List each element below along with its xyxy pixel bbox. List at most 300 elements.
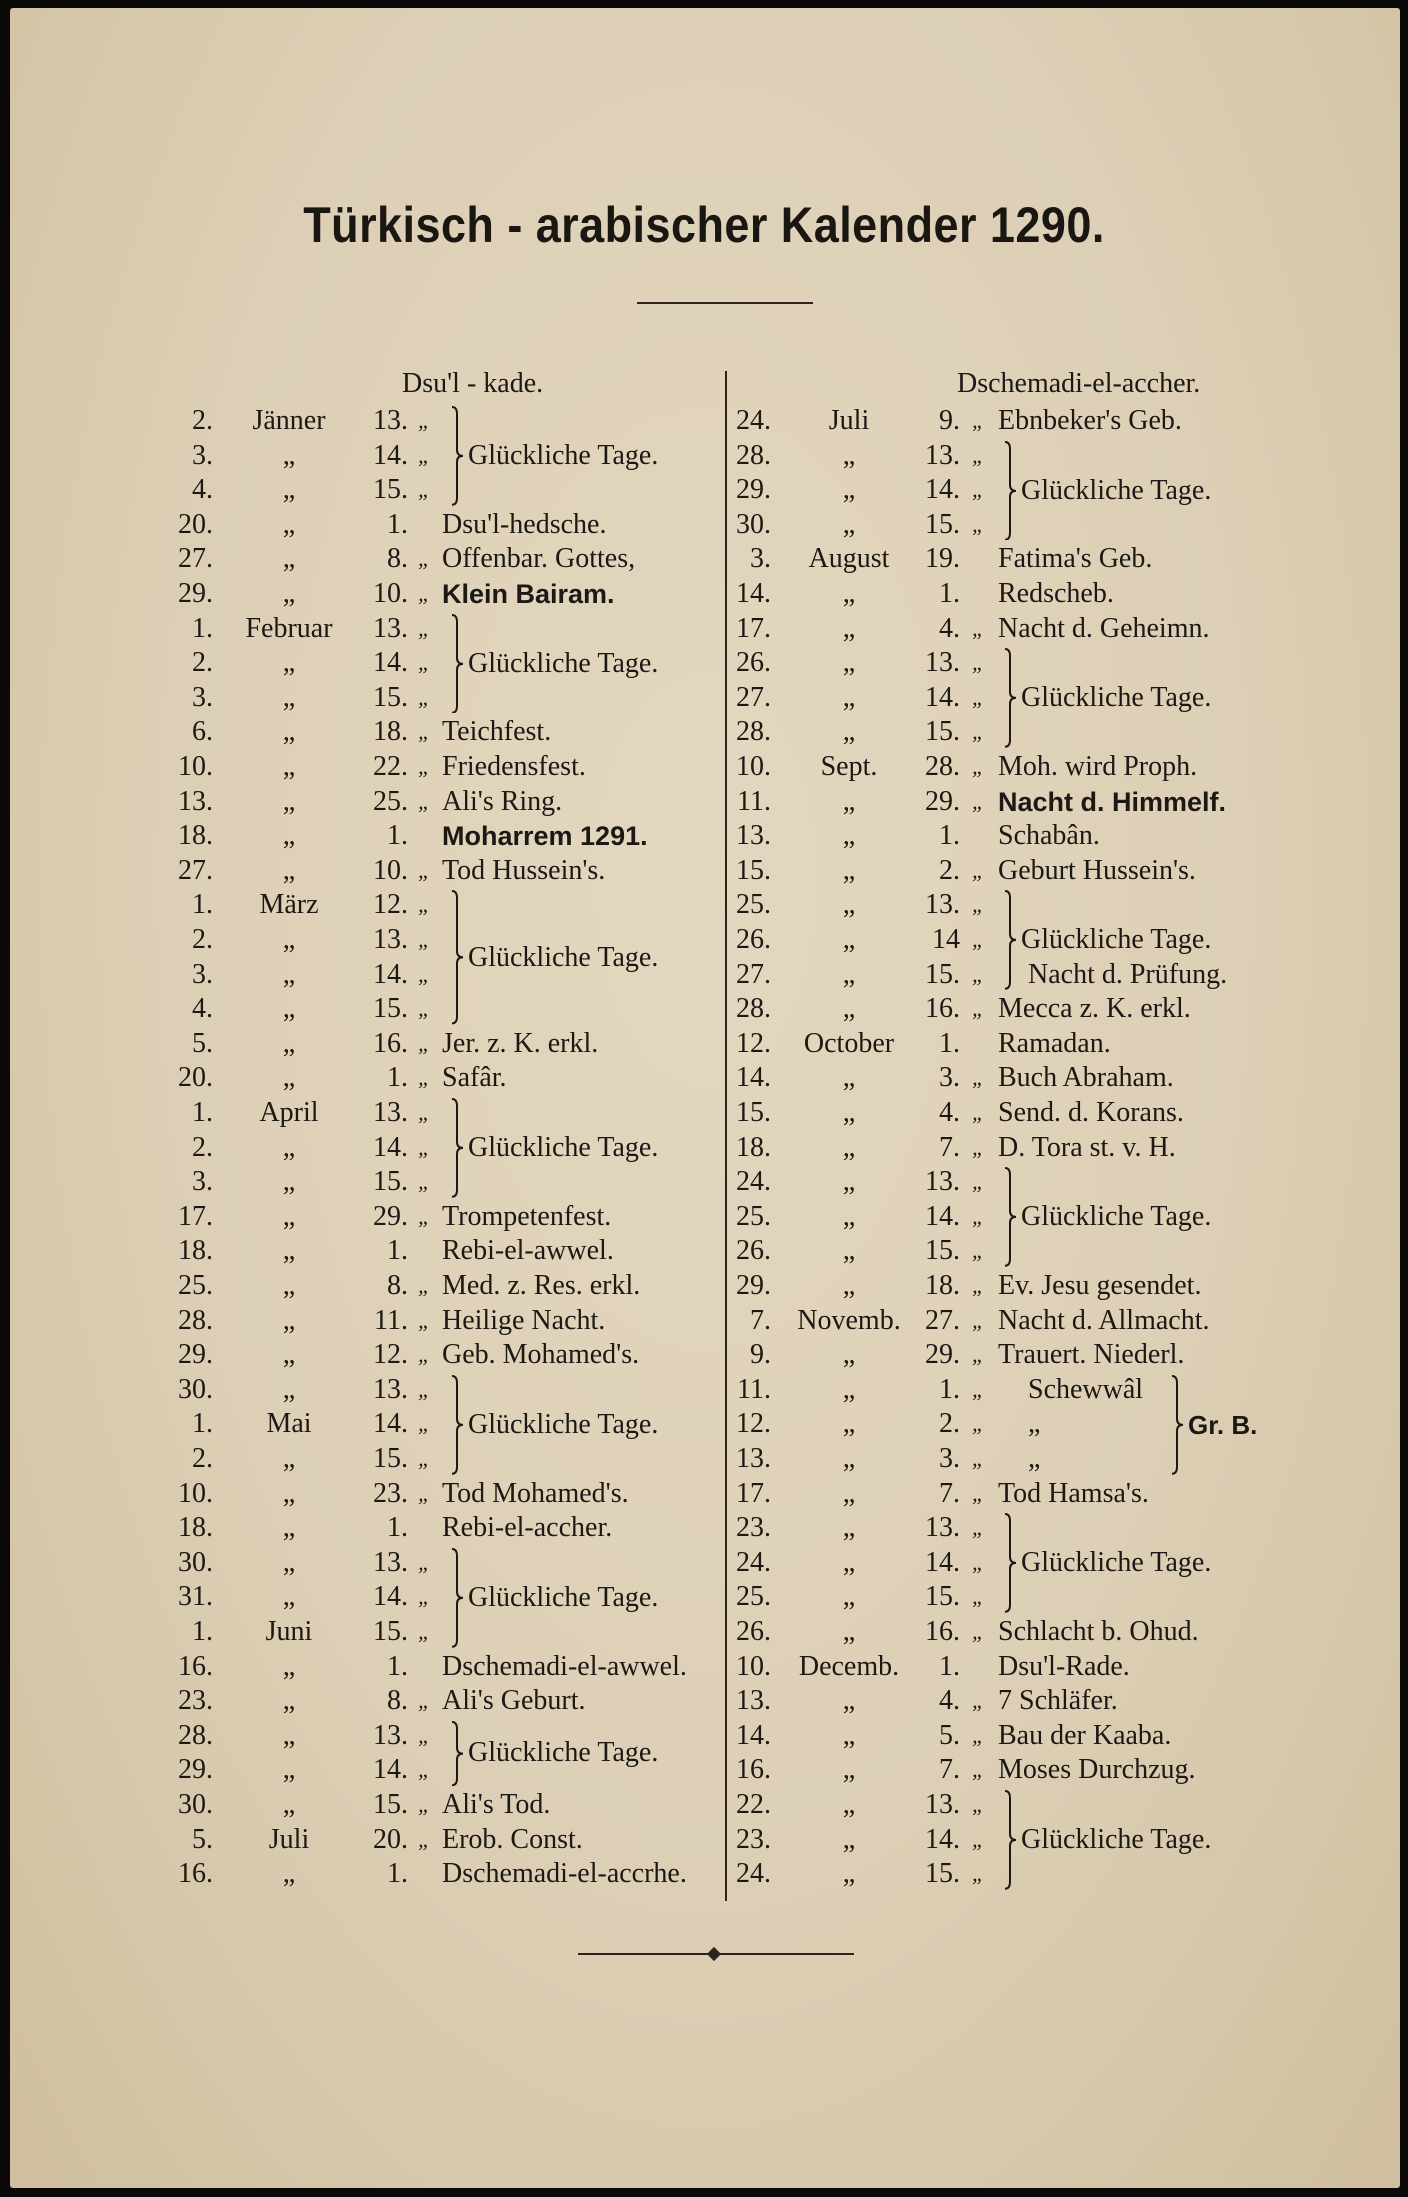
table-row <box>0 439 1408 473</box>
date-month: „ <box>842 924 856 955</box>
table-row <box>0 785 1408 819</box>
brace-label: Glückliche Tage. <box>1021 682 1212 714</box>
event-name: Jer. z. K. erkl. <box>442 1027 599 1059</box>
date-month: April <box>259 1097 319 1128</box>
table-row <box>0 1096 1408 1130</box>
date-month: „ <box>282 785 296 817</box>
date-month: „ <box>282 820 296 852</box>
date-month: Novemb. <box>797 1304 901 1336</box>
ditto-mark: „ <box>972 1722 985 1748</box>
ditto-mark: „ <box>972 1757 985 1783</box>
ditto-mark: „ <box>972 650 985 676</box>
date-month: Juli <box>268 1823 310 1855</box>
event-name: Dschemadi-el-awwel. <box>442 1650 687 1682</box>
date-day: 29. <box>178 578 213 609</box>
date-month: „ <box>842 1789 856 1820</box>
date-month: „ <box>282 439 296 471</box>
ditto-mark: „ <box>418 1792 431 1817</box>
date-month: „ <box>842 1581 856 1613</box>
hijri-day: 15. <box>373 1443 408 1474</box>
ditto-mark: „ <box>418 684 431 710</box>
ditto-mark: „ <box>972 1342 985 1368</box>
ditto-mark: „ <box>418 1376 431 1402</box>
date-month: „ <box>282 1304 296 1336</box>
hijri-day: 12. <box>373 889 408 921</box>
hijri-day: 8. <box>387 1270 408 1301</box>
date-month: „ <box>282 854 296 886</box>
ditto-mark: „ <box>418 754 431 779</box>
hijri-day: 13. <box>925 889 960 921</box>
event-name: Erob. Const. <box>442 1823 583 1855</box>
table-row <box>0 577 1408 611</box>
event-name: Mecca z. K. erkl. <box>998 993 1191 1025</box>
ditto-mark: „ <box>972 1619 985 1644</box>
hijri-day: 1. <box>387 1062 408 1094</box>
table-row <box>0 1580 1408 1614</box>
ditto-mark: „ <box>418 1065 431 1091</box>
date-month: Sept. <box>820 751 878 782</box>
table-row <box>0 542 1408 576</box>
table-row <box>0 1511 1408 1545</box>
date-day: 4. <box>192 993 213 1025</box>
date-day: 13. <box>736 820 771 852</box>
hijri-day: 1. <box>387 1650 408 1682</box>
date-day: 24. <box>736 1546 771 1578</box>
ditto-mark: „ <box>418 1203 431 1229</box>
ditto-mark: „ <box>972 719 985 745</box>
event-name: Med. z. Res. erkl. <box>442 1270 641 1301</box>
ditto-mark: „ <box>972 1411 985 1437</box>
date-month: „ <box>842 1131 856 1163</box>
event-name: Tod Mohamed's. <box>442 1477 629 1509</box>
hijri-day: 20. <box>373 1823 408 1855</box>
hijri-day: 1. <box>939 1650 960 1682</box>
table-row <box>0 1131 1408 1165</box>
ditto-mark: „ <box>972 1446 985 1471</box>
brace-label: Glückliche Tage. <box>468 1581 659 1613</box>
table-row <box>0 958 1408 992</box>
event-name: Schewwâl <box>1028 1373 1144 1405</box>
hijri-day: 13. <box>373 1719 408 1751</box>
date-day: 1. <box>192 1616 213 1647</box>
hijri-day: 13. <box>925 647 960 679</box>
curly-brace-icon <box>1003 1513 1017 1613</box>
date-day: 2. <box>192 1131 213 1163</box>
date-day: 18. <box>178 1235 213 1267</box>
date-month: „ <box>842 578 856 609</box>
hijri-day: 27. <box>925 1304 960 1336</box>
date-day: 11. <box>737 1373 771 1405</box>
hijri-day: 1. <box>387 1512 408 1544</box>
hijri-day: 1. <box>387 1858 408 1890</box>
date-month: „ <box>842 1235 856 1267</box>
date-month: „ <box>842 1754 856 1786</box>
date-day: 2. <box>192 405 213 436</box>
ditto-mark: „ <box>972 1065 985 1091</box>
hijri-day: 10. <box>373 854 408 886</box>
date-day: 3. <box>192 958 213 990</box>
date-month: „ <box>282 1443 296 1474</box>
table-row <box>0 646 1408 680</box>
hijri-day: 7. <box>939 1477 960 1509</box>
ditto-mark: „ <box>418 1307 431 1333</box>
ditto-mark: „ <box>972 1688 985 1714</box>
event-name: Ali's Tod. <box>442 1789 551 1820</box>
table-row <box>0 1165 1408 1199</box>
event-name: Tod Hamsa's. <box>998 1477 1149 1509</box>
ditto-mark: „ <box>418 719 431 745</box>
date-month: „ <box>842 889 856 921</box>
ditto-mark: „ <box>418 1722 431 1748</box>
brace-label: Glückliche Tage. <box>468 1408 659 1440</box>
date-day: 12. <box>736 1408 771 1440</box>
date-day: 3. <box>192 1166 213 1198</box>
table-row <box>0 1477 1408 1511</box>
hijri-day: 13. <box>373 1097 408 1128</box>
date-day: 18. <box>178 1512 213 1544</box>
hijri-day: 29. <box>925 785 960 817</box>
hijri-day: 15. <box>373 1166 408 1198</box>
table-row <box>0 1304 1408 1338</box>
ditto-mark: „ <box>972 1238 985 1264</box>
table-row <box>0 612 1408 646</box>
event-name: D. Tora st. v. H. <box>998 1131 1176 1163</box>
hijri-day: 13. <box>925 1512 960 1544</box>
date-day: 2. <box>192 924 213 955</box>
curly-brace-icon <box>1003 441 1017 541</box>
ditto-mark: „ <box>972 442 985 468</box>
date-month: „ <box>842 612 856 644</box>
date-month: „ <box>842 1512 856 1544</box>
ditto-mark: „ <box>418 581 431 606</box>
table-row <box>0 1753 1408 1787</box>
hijri-day: 11. <box>374 1304 408 1336</box>
date-month: „ <box>282 993 296 1025</box>
date-day: 5. <box>192 1027 213 1059</box>
hijri-day: 15. <box>925 1858 960 1890</box>
date-day: 27. <box>736 958 771 990</box>
date-month: „ <box>282 1512 296 1544</box>
date-day: 24. <box>736 1166 771 1198</box>
date-month: März <box>259 889 319 921</box>
ditto-mark: „ <box>418 892 431 918</box>
ditto-mark: „ <box>418 1030 431 1056</box>
date-day: 24. <box>736 1858 771 1890</box>
hijri-day: 2. <box>939 1408 960 1440</box>
date-month: „ <box>282 681 296 713</box>
hijri-day: 18. <box>373 716 408 748</box>
date-day: 9. <box>750 1339 771 1371</box>
date-day: 27. <box>736 681 771 713</box>
date-day: 15. <box>736 1097 771 1128</box>
date-month: „ <box>842 1200 856 1232</box>
right-month-header: Dschemadi-el-accher. <box>957 368 1201 399</box>
date-month: Jänner <box>252 405 326 436</box>
date-day: 26. <box>736 1616 771 1647</box>
date-month: „ <box>842 474 856 506</box>
table-row <box>0 1788 1408 1822</box>
event-name: Moh. wird Proph. <box>998 751 1198 782</box>
hijri-day: 19. <box>925 543 960 575</box>
event-name: Geb. Mohamed's. <box>442 1339 640 1371</box>
date-day: 25. <box>178 1270 213 1301</box>
event-name: Schabân. <box>998 820 1100 852</box>
hijri-day: 15. <box>925 958 960 990</box>
ditto-mark: „ <box>972 1273 985 1298</box>
date-day: 14. <box>736 1062 771 1094</box>
hijri-day: 16. <box>373 1027 408 1059</box>
date-month: „ <box>282 578 296 609</box>
brace-label: Glückliche Tage. <box>468 1131 659 1163</box>
event-name: Ev. Jesu gesendet. <box>998 1270 1202 1301</box>
date-month: Juni <box>265 1616 313 1647</box>
event-name: Nacht d. Allmacht. <box>998 1304 1210 1336</box>
table-row <box>0 1027 1408 1061</box>
event-name: Moharrem 1291. <box>442 821 648 852</box>
event-name: Heilige Nacht. <box>442 1304 606 1336</box>
date-month: „ <box>282 1131 296 1163</box>
hijri-day: 13. <box>373 1373 408 1405</box>
hijri-day: 29. <box>925 1339 960 1371</box>
hijri-day: 13. <box>373 1546 408 1578</box>
table-row <box>0 750 1408 784</box>
date-day: 2. <box>192 1443 213 1474</box>
title-divider <box>637 302 813 304</box>
table-row <box>0 819 1408 853</box>
ditto-mark: „ <box>972 788 985 814</box>
table-row <box>0 1719 1408 1753</box>
date-month: „ <box>282 1546 296 1578</box>
hijri-day: 2. <box>939 854 960 886</box>
date-month: „ <box>282 543 296 575</box>
hijri-day: 15. <box>925 1581 960 1613</box>
ditto-mark: „ <box>972 408 985 433</box>
date-day: 1. <box>192 612 213 644</box>
date-month: „ <box>842 1408 856 1440</box>
table-row <box>0 1338 1408 1372</box>
date-month: „ <box>282 924 296 955</box>
date-day: 25. <box>736 1581 771 1613</box>
ditto-mark: „ <box>418 961 431 987</box>
brace-label: Glückliche Tage. <box>1021 1201 1212 1233</box>
date-day: 10. <box>736 1650 771 1682</box>
left-month-header: Dsu'l - kade. <box>402 368 544 399</box>
date-day: 1. <box>192 1408 213 1440</box>
date-day: 29. <box>178 1754 213 1786</box>
hijri-day: 14. <box>925 681 960 713</box>
hijri-day: 14. <box>925 1200 960 1232</box>
date-day: 2. <box>192 647 213 679</box>
event-name: Teichfest. <box>442 716 552 748</box>
event-name: Nacht d. Himmelf. <box>998 786 1227 817</box>
date-day: 30. <box>178 1373 213 1405</box>
date-month: „ <box>842 993 856 1025</box>
ditto-mark: „ <box>418 408 431 433</box>
hijri-day: 8. <box>387 543 408 575</box>
date-month: „ <box>842 1477 856 1509</box>
event-name: Dsu'l-hedsche. <box>442 508 607 540</box>
ditto-mark: „ <box>418 442 431 468</box>
ditto-mark: „ <box>418 857 431 883</box>
event-name: Redscheb. <box>998 578 1114 609</box>
date-month: „ <box>842 681 856 713</box>
date-month: Decemb. <box>798 1650 900 1682</box>
date-day: 10. <box>736 751 771 782</box>
date-day: 14. <box>736 578 771 609</box>
date-day: 29. <box>736 1270 771 1301</box>
ditto-mark: „ <box>972 511 985 537</box>
table-row <box>0 992 1408 1026</box>
ditto-mark: „ <box>972 1584 985 1610</box>
date-day: 13. <box>178 785 213 817</box>
brace-label: Glückliche Tage. <box>1021 474 1212 506</box>
table-row <box>0 1857 1408 1891</box>
hijri-day: 4. <box>939 1685 960 1717</box>
hijri-day: 13. <box>925 1789 960 1820</box>
date-day: 26. <box>736 647 771 679</box>
table-row <box>0 854 1408 888</box>
date-month: „ <box>282 1270 296 1301</box>
date-day: 16. <box>178 1858 213 1890</box>
ditto-mark: „ <box>418 1411 431 1437</box>
hijri-day: 15. <box>925 1235 960 1267</box>
event-name: Klein Bairam. <box>442 579 615 609</box>
date-month: „ <box>842 1858 856 1890</box>
hijri-day: 14. <box>925 474 960 506</box>
event-name: Bau der Kaaba. <box>998 1719 1172 1751</box>
date-day: 23. <box>178 1685 213 1717</box>
hijri-day: 4. <box>939 1097 960 1128</box>
event-name: Trauert. Niederl. <box>998 1339 1185 1371</box>
date-month: „ <box>282 1477 296 1509</box>
hijri-day: 14. <box>373 1754 408 1786</box>
brace-label: Glückliche Tage. <box>468 941 659 973</box>
hijri-day: 14. <box>925 1546 960 1578</box>
brace-label: Glückliche Tage. <box>468 439 659 471</box>
ditto-mark: „ <box>972 684 985 710</box>
hijri-day: 5. <box>939 1719 960 1751</box>
date-month: „ <box>282 1339 296 1371</box>
brace-label: Glückliche Tage. <box>1021 1547 1212 1579</box>
hijri-day: 14. <box>373 1131 408 1163</box>
date-month: „ <box>282 1200 296 1232</box>
date-day: 18. <box>178 820 213 852</box>
date-month: „ <box>842 1719 856 1751</box>
ditto-mark: „ <box>418 1688 431 1714</box>
date-month: „ <box>282 1858 296 1890</box>
hijri-day: 18. <box>925 1270 960 1301</box>
hijri-day: 15. <box>373 681 408 713</box>
date-month: „ <box>842 854 856 886</box>
ditto-mark: „ <box>418 546 431 572</box>
date-month: „ <box>282 508 296 540</box>
date-month: „ <box>282 1166 296 1198</box>
ditto-mark: „ <box>972 1480 985 1506</box>
hijri-day: 10. <box>373 578 408 609</box>
date-month: „ <box>282 1650 296 1682</box>
date-month: „ <box>282 1719 296 1751</box>
hijri-day: 15. <box>373 1616 408 1647</box>
date-day: 28. <box>736 716 771 748</box>
hijri-day: 1. <box>939 820 960 852</box>
date-day: 1. <box>192 889 213 921</box>
date-day: 24. <box>736 405 771 436</box>
date-month: „ <box>842 785 856 817</box>
event-name: Tod Hussein's. <box>442 854 606 886</box>
date-day: 23. <box>736 1823 771 1855</box>
event-name: Dsu'l-Rade. <box>998 1650 1130 1682</box>
date-day: 11. <box>737 785 771 817</box>
hijri-day: 15. <box>373 474 408 506</box>
hijri-day: 12. <box>373 1339 408 1371</box>
hijri-day: 14 <box>932 924 960 955</box>
date-day: 10. <box>178 1477 213 1509</box>
date-month: „ <box>842 1616 856 1647</box>
hijri-day: 1. <box>387 508 408 540</box>
date-month: „ <box>842 508 856 540</box>
event-name: Rebi-el-accher. <box>442 1512 613 1544</box>
date-day: 18. <box>736 1131 771 1163</box>
event-name: Buch Abraham. <box>998 1062 1174 1094</box>
date-day: 4. <box>192 474 213 506</box>
hijri-day: 14. <box>925 1823 960 1855</box>
date-month: „ <box>842 1166 856 1198</box>
date-day: 10. <box>178 751 213 782</box>
ditto-mark: „ <box>418 615 431 641</box>
date-day: 23. <box>736 1512 771 1544</box>
date-day: 12. <box>736 1027 771 1059</box>
hijri-day: 13. <box>373 612 408 644</box>
brace-label: Glückliche Tage. <box>1021 1823 1212 1855</box>
date-month: „ <box>842 820 856 852</box>
ditto-mark: „ <box>972 1203 985 1229</box>
date-day: 3. <box>192 681 213 713</box>
date-day: 17. <box>178 1200 213 1232</box>
ditto-mark: „ <box>418 1446 431 1471</box>
date-month: „ <box>282 474 296 506</box>
ditto-mark: „ <box>972 1549 985 1575</box>
hijri-day: 23. <box>373 1477 408 1509</box>
ditto-mark: „ <box>418 1584 431 1610</box>
ditto-mark: „ <box>418 1134 431 1160</box>
date-day: 16. <box>736 1754 771 1786</box>
event-name: „ <box>1028 1408 1041 1440</box>
hijri-day: 16. <box>925 1616 960 1647</box>
date-day: 30. <box>178 1546 213 1578</box>
date-day: 15. <box>736 854 771 886</box>
ditto-mark: „ <box>418 1480 431 1506</box>
date-day: 3. <box>750 543 771 575</box>
ditto-mark: „ <box>418 650 431 676</box>
date-day: 29. <box>736 474 771 506</box>
date-month: „ <box>842 1546 856 1578</box>
table-row <box>0 1684 1408 1718</box>
ditto-mark: „ <box>418 927 431 952</box>
hijri-day: 14. <box>373 647 408 679</box>
date-day: 16. <box>178 1650 213 1682</box>
table-row <box>0 1442 1408 1476</box>
event-name: Safâr. <box>442 1062 507 1094</box>
hijri-day: 7. <box>939 1131 960 1163</box>
date-month: „ <box>842 439 856 471</box>
table-row <box>0 888 1408 922</box>
hijri-day: 1. <box>939 1373 960 1405</box>
event-name: Rebi-el-awwel. <box>442 1235 614 1267</box>
ditto-mark: „ <box>972 477 985 503</box>
ditto-mark: „ <box>418 477 431 503</box>
event-name: „ <box>1028 1443 1041 1474</box>
date-day: 20. <box>178 508 213 540</box>
